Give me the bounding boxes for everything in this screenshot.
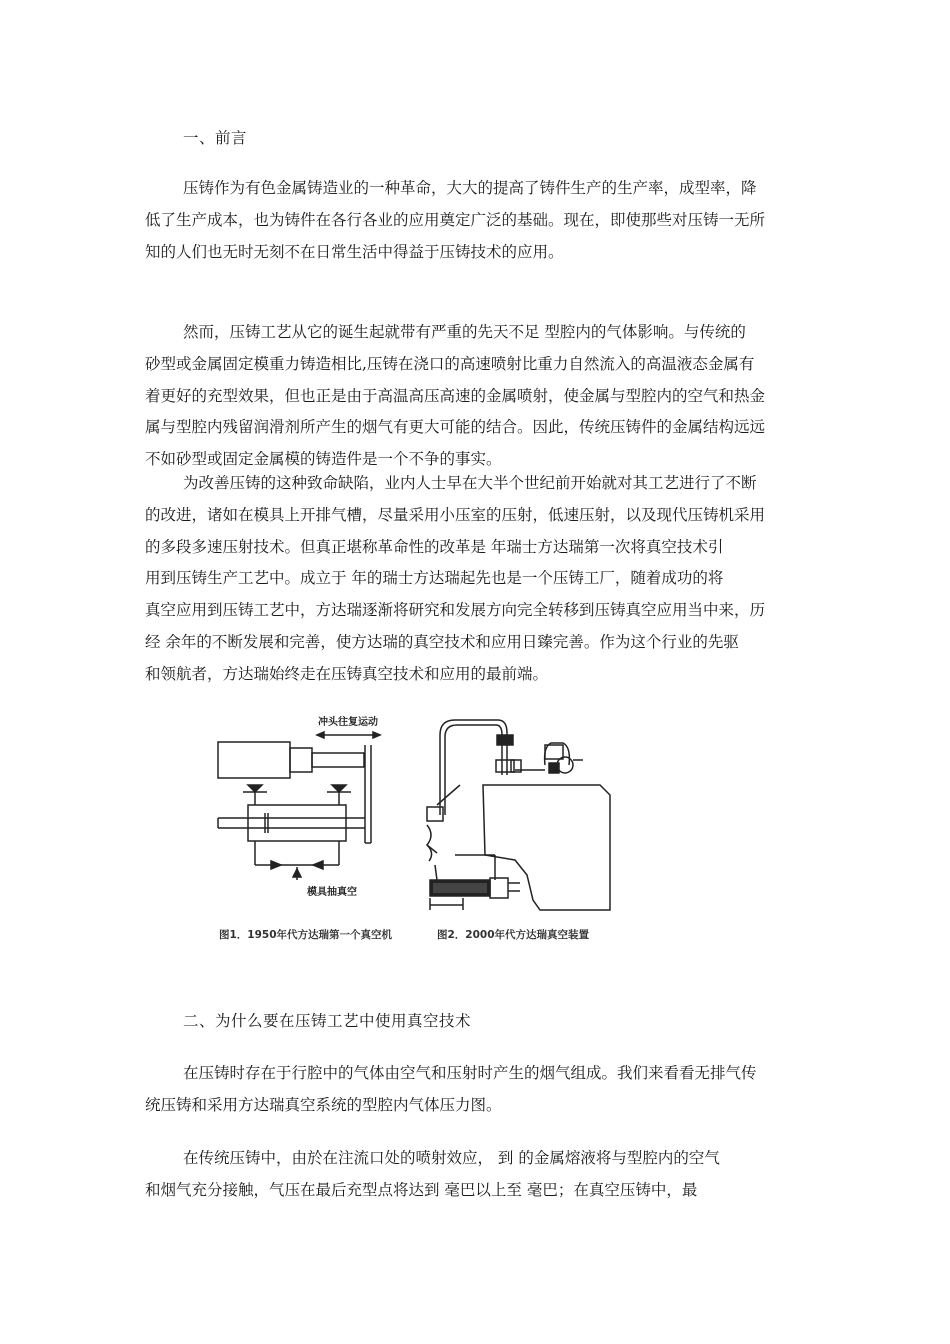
- text-line: 在压铸时存在于行腔中的气体由空气和压射时产生的烟气组成。我们来看看无排气传: [183, 1064, 757, 1082]
- text-line: 的多段多速压射技术。但真正堪称革命性的改革是 年瑞士方达瑞第一次将真空技术引: [145, 537, 724, 556]
- text-line: 低了生产成本，也为铸件在各行各业的应用奠定广泛的基础。现在，即使那些对压铸一无所: [145, 210, 766, 229]
- paragraph-2: [145, 317, 810, 476]
- text-line: 真空应用到压铸工艺中，方达瑞逐渐将研究和发展方向完全转移到压铸真空应用当中来，历: [145, 601, 766, 620]
- text-line: 不如砂型或固定金属模的铸造件是一个不争的事实。: [145, 450, 502, 469]
- text-line: 统压铸和采用方达瑞真空系统的型腔内气体压力图。: [145, 1095, 502, 1114]
- fig2-heater-coil: [433, 883, 487, 893]
- text-line: 为改善压铸的这种致命缺陷，业内人士早在大半个世纪前开始就对其工艺进行了不断: [183, 474, 757, 492]
- section-heading-preface: 一、前言: [183, 129, 248, 147]
- fig1-schematic: [218, 732, 380, 880]
- figure-caption-1: 图1．1950年代方达瑞第一个真空机: [219, 929, 393, 941]
- figure-drawings: [215, 705, 615, 950]
- fig2-schematic: [427, 720, 610, 910]
- text-line: 压铸作为有色金属铸造业的一种革命，大大的提高了铸件生产的生产率，成型率，降: [183, 179, 757, 197]
- text-line: 的改进，诸如在模具上开排气槽，尽量采用小压室的压射，低速压射，以及现代压铸机采用: [145, 505, 766, 524]
- figure-caption-2: 图2．2000年代方达瑞真空装置: [437, 929, 590, 941]
- text-line: 知的人们也无时无刻不在日常生活中得益于压铸技术的应用。: [145, 242, 564, 261]
- text-line: 然而，压铸工艺从它的诞生起就带有严重的先天不足 型腔内的气体影响。与传统的: [183, 323, 746, 341]
- text-line: 和烟气充分接触，气压在最后充型点将达到 毫巴以上至 毫巴；在真空压铸中，最: [145, 1180, 698, 1199]
- text-line: 用到压铸生产工艺中。成立于 年的瑞士方达瑞起先也是一个压铸工厂，随着成功的将: [145, 569, 724, 588]
- text-line: 在传统压铸中，由於在注流口处的喷射效应， 到 的金属熔液将与型腔内的空气: [183, 1149, 720, 1167]
- paragraph-4: [145, 1058, 810, 1122]
- paragraph-3: [145, 468, 810, 691]
- text-line: 属与型腔内残留润滑剂所产生的烟气有更大可能的结合。因此，传统压铸件的金属结构远远: [145, 418, 766, 437]
- text-line: 着更好的充型效果，但也正是由于高温高压高速的金属喷射，使金属与型腔内的空气和热金: [145, 386, 766, 405]
- section-heading-why-vacuum: 二、为什么要在压铸工艺中使用真空技术: [183, 1012, 472, 1030]
- text-line: 和领航者，方达瑞始终走在压铸真空技术和应用的最前端。: [145, 664, 549, 683]
- text-line: 经 余年的不断发展和完善，使方达瑞的真空技术和应用日臻完善。作为这个行业的先驱: [145, 632, 739, 651]
- paragraph-1: [145, 173, 810, 268]
- paragraph-5: [145, 1143, 810, 1207]
- vacuum-machine-figure: [215, 705, 615, 950]
- text-line: 砂型或金属固定模重力铸造相比,压铸在浇口的高速喷射比重力自然流入的高温液态金属有: [145, 354, 755, 373]
- fig1-motion-label: 冲头往复运动: [318, 717, 378, 728]
- fig1-vacuum-label: 模具抽真空: [307, 887, 357, 898]
